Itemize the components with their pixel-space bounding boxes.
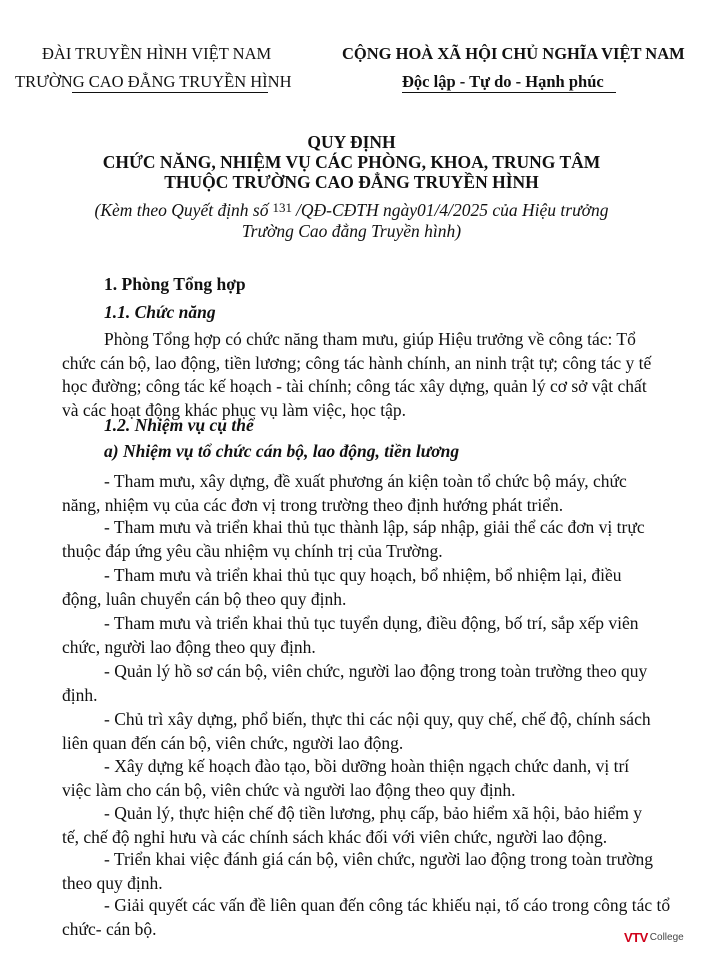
task-item-line: - Tham mưu và triển khai thủ tục tuyển dụng, điều động, bố trí, sắp xếp viên [104, 613, 639, 633]
function-line: học đường; công tác kế hoạch - tài chính; công tác xây dựng, quản lý cơ sở vật chất [62, 376, 647, 396]
task-item-line: chức- cán bộ. [62, 918, 157, 939]
task-item-line: - Tham mưu và triển khai thủ tục quy hoạch, bổ nhiệm, bổ nhiệm lại, điều [104, 565, 622, 585]
task-item-line: - Giải quyết các vấn đề liên quan đến công tác khiếu nại, tố cáo trong công tác tổ [104, 895, 671, 915]
task-item-line: - Quản lý hồ sơ cán bộ, viên chức, người lao động trong toàn trường theo quy [104, 661, 648, 681]
motto-underline [402, 92, 616, 93]
function-line: Phòng Tổng hợp có chức năng tham mưu, giúp Hiệu trưởng về công tác: Tổ [104, 329, 636, 349]
doc-title-line3: THUỘC TRƯỜNG CAO ĐẲNG TRUYỀN HÌNH [164, 172, 539, 192]
task-item-line: - Quản lý, thực hiện chế độ tiền lương, phụ cấp, bảo hiểm xã hội, bảo hiểm y [104, 803, 643, 823]
task-item-line: - Xây dựng kế hoạch đào tạo, bồi dưỡng hoàn thiện ngạch chức danh, vị trí [104, 756, 630, 776]
vtv-college-logo [624, 930, 684, 945]
subtitle-line1 [0, 200, 703, 221]
task-item-line: - Tham mưu và triển khai thủ tục thành lập, sáp nhập, giải thể các đơn vị trực [104, 517, 645, 537]
agency-name: ĐÀI TRUYỀN HÌNH VIỆT NAM [42, 44, 272, 63]
task-item-line: - Chủ trì xây dựng, phổ biến, thực thi các nội quy, quy chế, chế độ, chính sách [104, 709, 651, 729]
task-item-line: thuộc đáp ứng yêu cầu nhiệm vụ chính trị của Trường. [62, 540, 443, 561]
motto: Độc lập - Tự do - Hạnh phúc [402, 72, 604, 91]
doc-title: QUY ĐỊNH [307, 132, 396, 152]
task-item-line: tế, chế độ nghỉ hưu và các chính sách khác đối với viên chức, người lao động. [62, 826, 608, 847]
school-name: TRƯỜNG CAO ĐẲNG TRUYỀN HÌNH [15, 72, 292, 91]
task-item-line: năng, nhiệm vụ của các đơn vị trong trường theo định hướng phát triển. [62, 494, 564, 515]
subsection-heading-tasks: 1.2. Nhiệm vụ cụ thể [104, 415, 254, 435]
subtitle-post: /QĐ-CĐTH ngày01/4/2025 của Hiệu trưởng [296, 200, 609, 220]
doc-title-line2: CHỨC NĂNG, NHIỆM VỤ CÁC PHÒNG, KHOA, TRUNG TÂM [102, 152, 601, 172]
logo-brand: VTV [624, 930, 648, 945]
function-paragraph [104, 328, 640, 352]
subsection-heading-function: 1.1. Chức năng [104, 302, 216, 322]
subsection-heading-tasks-a: a) Nhiệm vụ tổ chức cán bộ, lao động, tiền lương [104, 441, 460, 461]
section-heading: 1. Phòng Tổng hợp [104, 274, 246, 294]
task-item-line: việc làm cho cán bộ, viên chức và người lao động theo quy định. [62, 779, 516, 800]
function-line: và các hoạt động khác phục vụ làm việc, học tập. [62, 399, 407, 420]
subtitle-line2: Trường Cao đẳng Truyền hình) [241, 221, 462, 241]
task-item-line: theo quy định. [62, 872, 163, 893]
task-item-line: - Tham mưu, xây dựng, đề xuất phương án kiện toàn tổ chức bộ máy, chức [104, 471, 627, 491]
task-item-line: liên quan đến cán bộ, viên chức, người lao động. [62, 732, 404, 753]
decision-number: 131 [272, 200, 292, 215]
subtitle-pre: (Kèm theo Quyết định số [94, 200, 269, 220]
country-name: CỘNG HOÀ XÃ HỘI CHỦ NGHĨA VIỆT NAM [342, 44, 685, 63]
function-line: chức cán bộ, lao động, tiền lương; công tác hành chính, an ninh trật tự; công tác y tế [62, 352, 652, 373]
school-name-underline [72, 92, 268, 93]
task-item-line: - Triển khai việc đánh giá cán bộ, viên chức, người lao động trong toàn trường [104, 849, 654, 869]
task-item-line: định. [62, 684, 98, 705]
task-item-line: động, luân chuyển cán bộ theo quy định. [62, 588, 347, 609]
logo-suffix: College [649, 932, 684, 943]
task-item-line: chức, người lao động theo quy định. [62, 636, 316, 657]
